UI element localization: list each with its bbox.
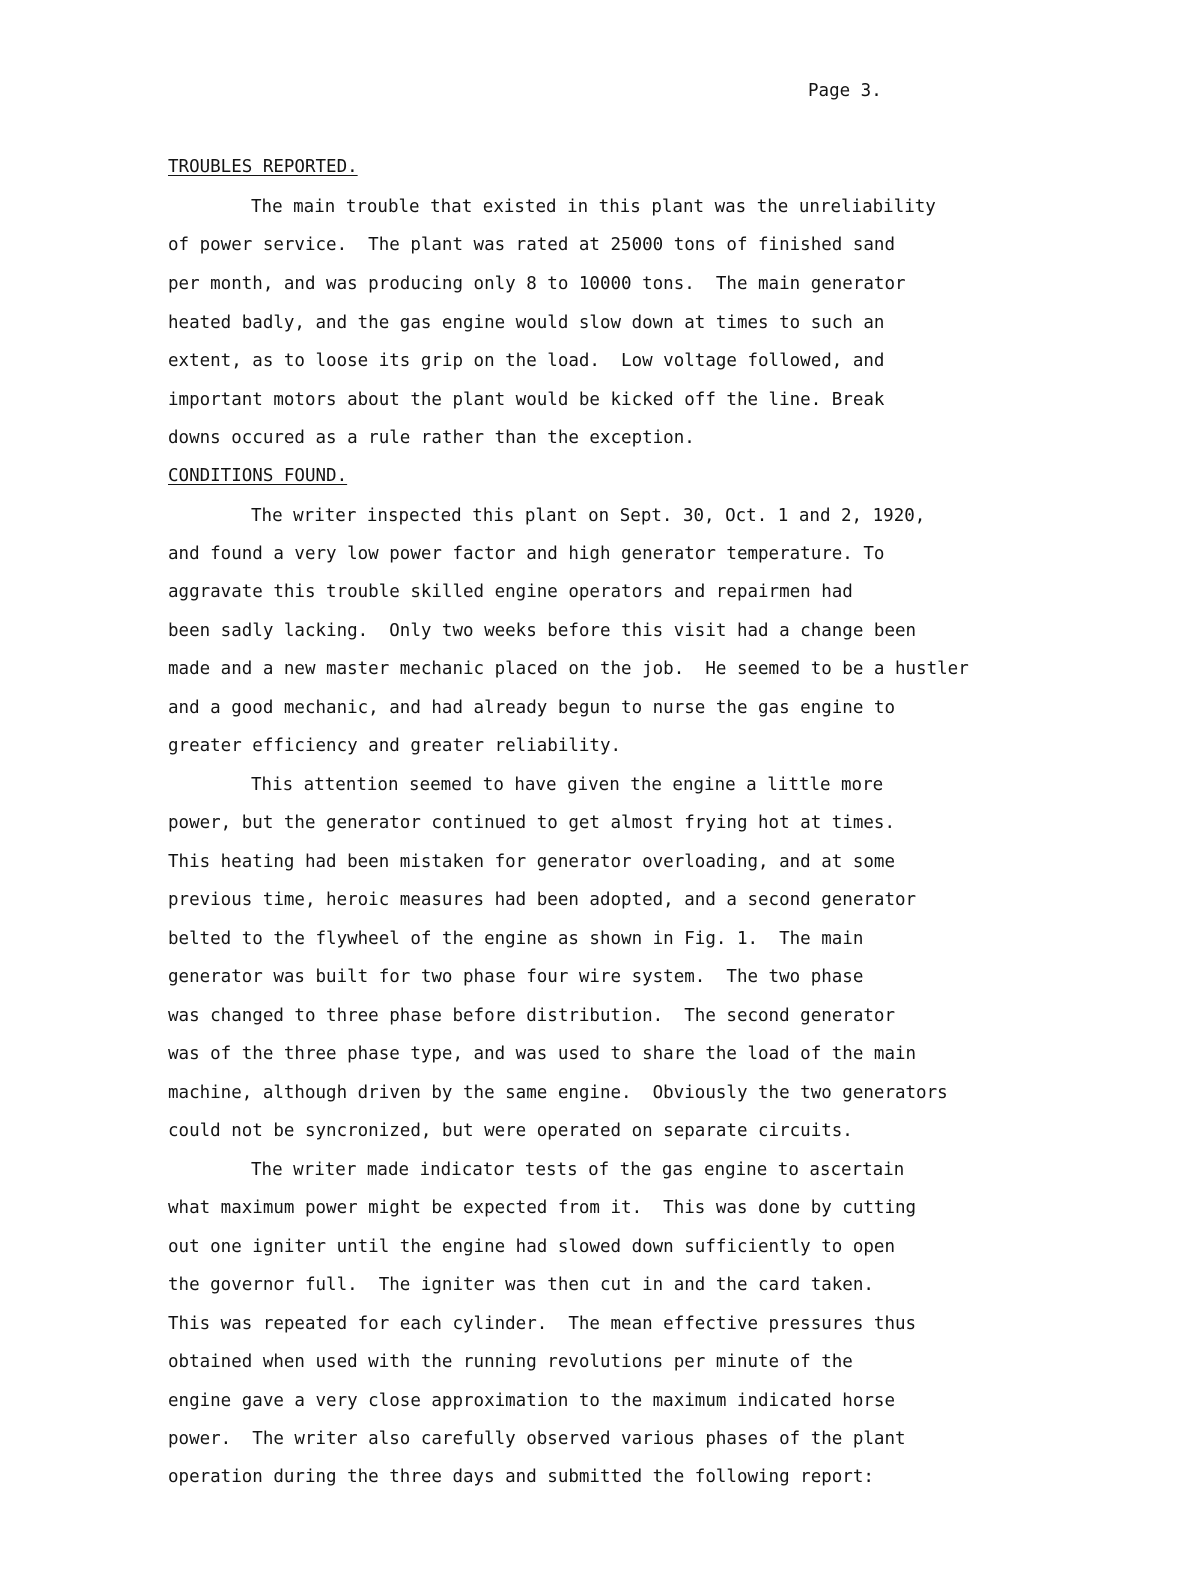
section-heading-troubles-reported: TROUBLES REPORTED. xyxy=(168,157,358,177)
text-line: downs occured as a rule rather than the exception. xyxy=(168,428,695,448)
text-line: generator was built for two phase four wire system. The two phase xyxy=(168,967,864,987)
text-line: power. The writer also carefully observed various phases of the plant xyxy=(168,1429,906,1449)
text-line: operation during the three days and submitted the following report: xyxy=(168,1467,874,1487)
text-line: could not be syncronized, but were operated on separate circuits. xyxy=(168,1121,853,1141)
text-line: previous time, heroic measures had been adopted, and a second generator xyxy=(168,890,917,910)
text-line: aggravate this trouble skilled engine operators and repairmen had xyxy=(168,582,853,602)
text-line: heated badly, and the gas engine would slow down at times to such an xyxy=(168,313,885,333)
text-line: engine gave a very close approximation to the maximum indicated horse xyxy=(168,1391,895,1411)
text-line: made and a new master mechanic placed on the job. He seemed to be a hustler xyxy=(168,659,969,679)
text-line: was changed to three phase before distribution. The second generator xyxy=(168,1006,895,1026)
text-line: obtained when used with the running revolutions per minute of the xyxy=(168,1352,853,1372)
text-line: belted to the flywheel of the engine as shown in Fig. 1. The main xyxy=(168,929,864,949)
text-line: greater efficiency and greater reliability. xyxy=(168,736,622,756)
text-line: and a good mechanic, and had already begun to nurse the gas engine to xyxy=(168,698,895,718)
text-line: The writer made indicator tests of the gas engine to ascertain xyxy=(251,1160,905,1180)
page-number: Page 3. xyxy=(808,81,882,101)
text-line: machine, although driven by the same engine. Obviously the two generators xyxy=(168,1083,948,1103)
text-line: per month, and was producing only 8 to 10000 tons. The main generator xyxy=(168,274,906,294)
text-line: This heating had been mistaken for generator overloading, and at some xyxy=(168,852,895,872)
text-line: extent, as to loose its grip on the load. Low voltage followed, and xyxy=(168,351,885,371)
text-line: and found a very low power factor and high generator temperature. To xyxy=(168,544,885,564)
text-line: This attention seemed to have given the engine a little more xyxy=(251,775,884,795)
text-line: power, but the generator continued to get almost frying hot at times. xyxy=(168,813,895,833)
text-line: This was repeated for each cylinder. The mean effective pressures thus xyxy=(168,1314,917,1334)
text-line: The main trouble that existed in this plant was the unreliability xyxy=(251,197,936,217)
text-line: important motors about the plant would be kicked off the line. Break xyxy=(168,390,885,410)
section-heading-conditions-found: CONDITIONS FOUND. xyxy=(168,466,348,486)
text-line: of power service. The plant was rated at 25000 tons of finished sand xyxy=(168,235,895,255)
text-line: The writer inspected this plant on Sept. 30, Oct. 1 and 2, 1920, xyxy=(251,506,926,526)
text-line: the governor full. The igniter was then cut in and the card taken. xyxy=(168,1275,874,1295)
text-line: out one igniter until the engine had slowed down sufficiently to open xyxy=(168,1237,895,1257)
text-line: what maximum power might be expected from it. This was done by cutting xyxy=(168,1198,917,1218)
text-line: been sadly lacking. Only two weeks before this visit had a change been xyxy=(168,621,917,641)
text-line: was of the three phase type, and was used to share the load of the main xyxy=(168,1044,917,1064)
